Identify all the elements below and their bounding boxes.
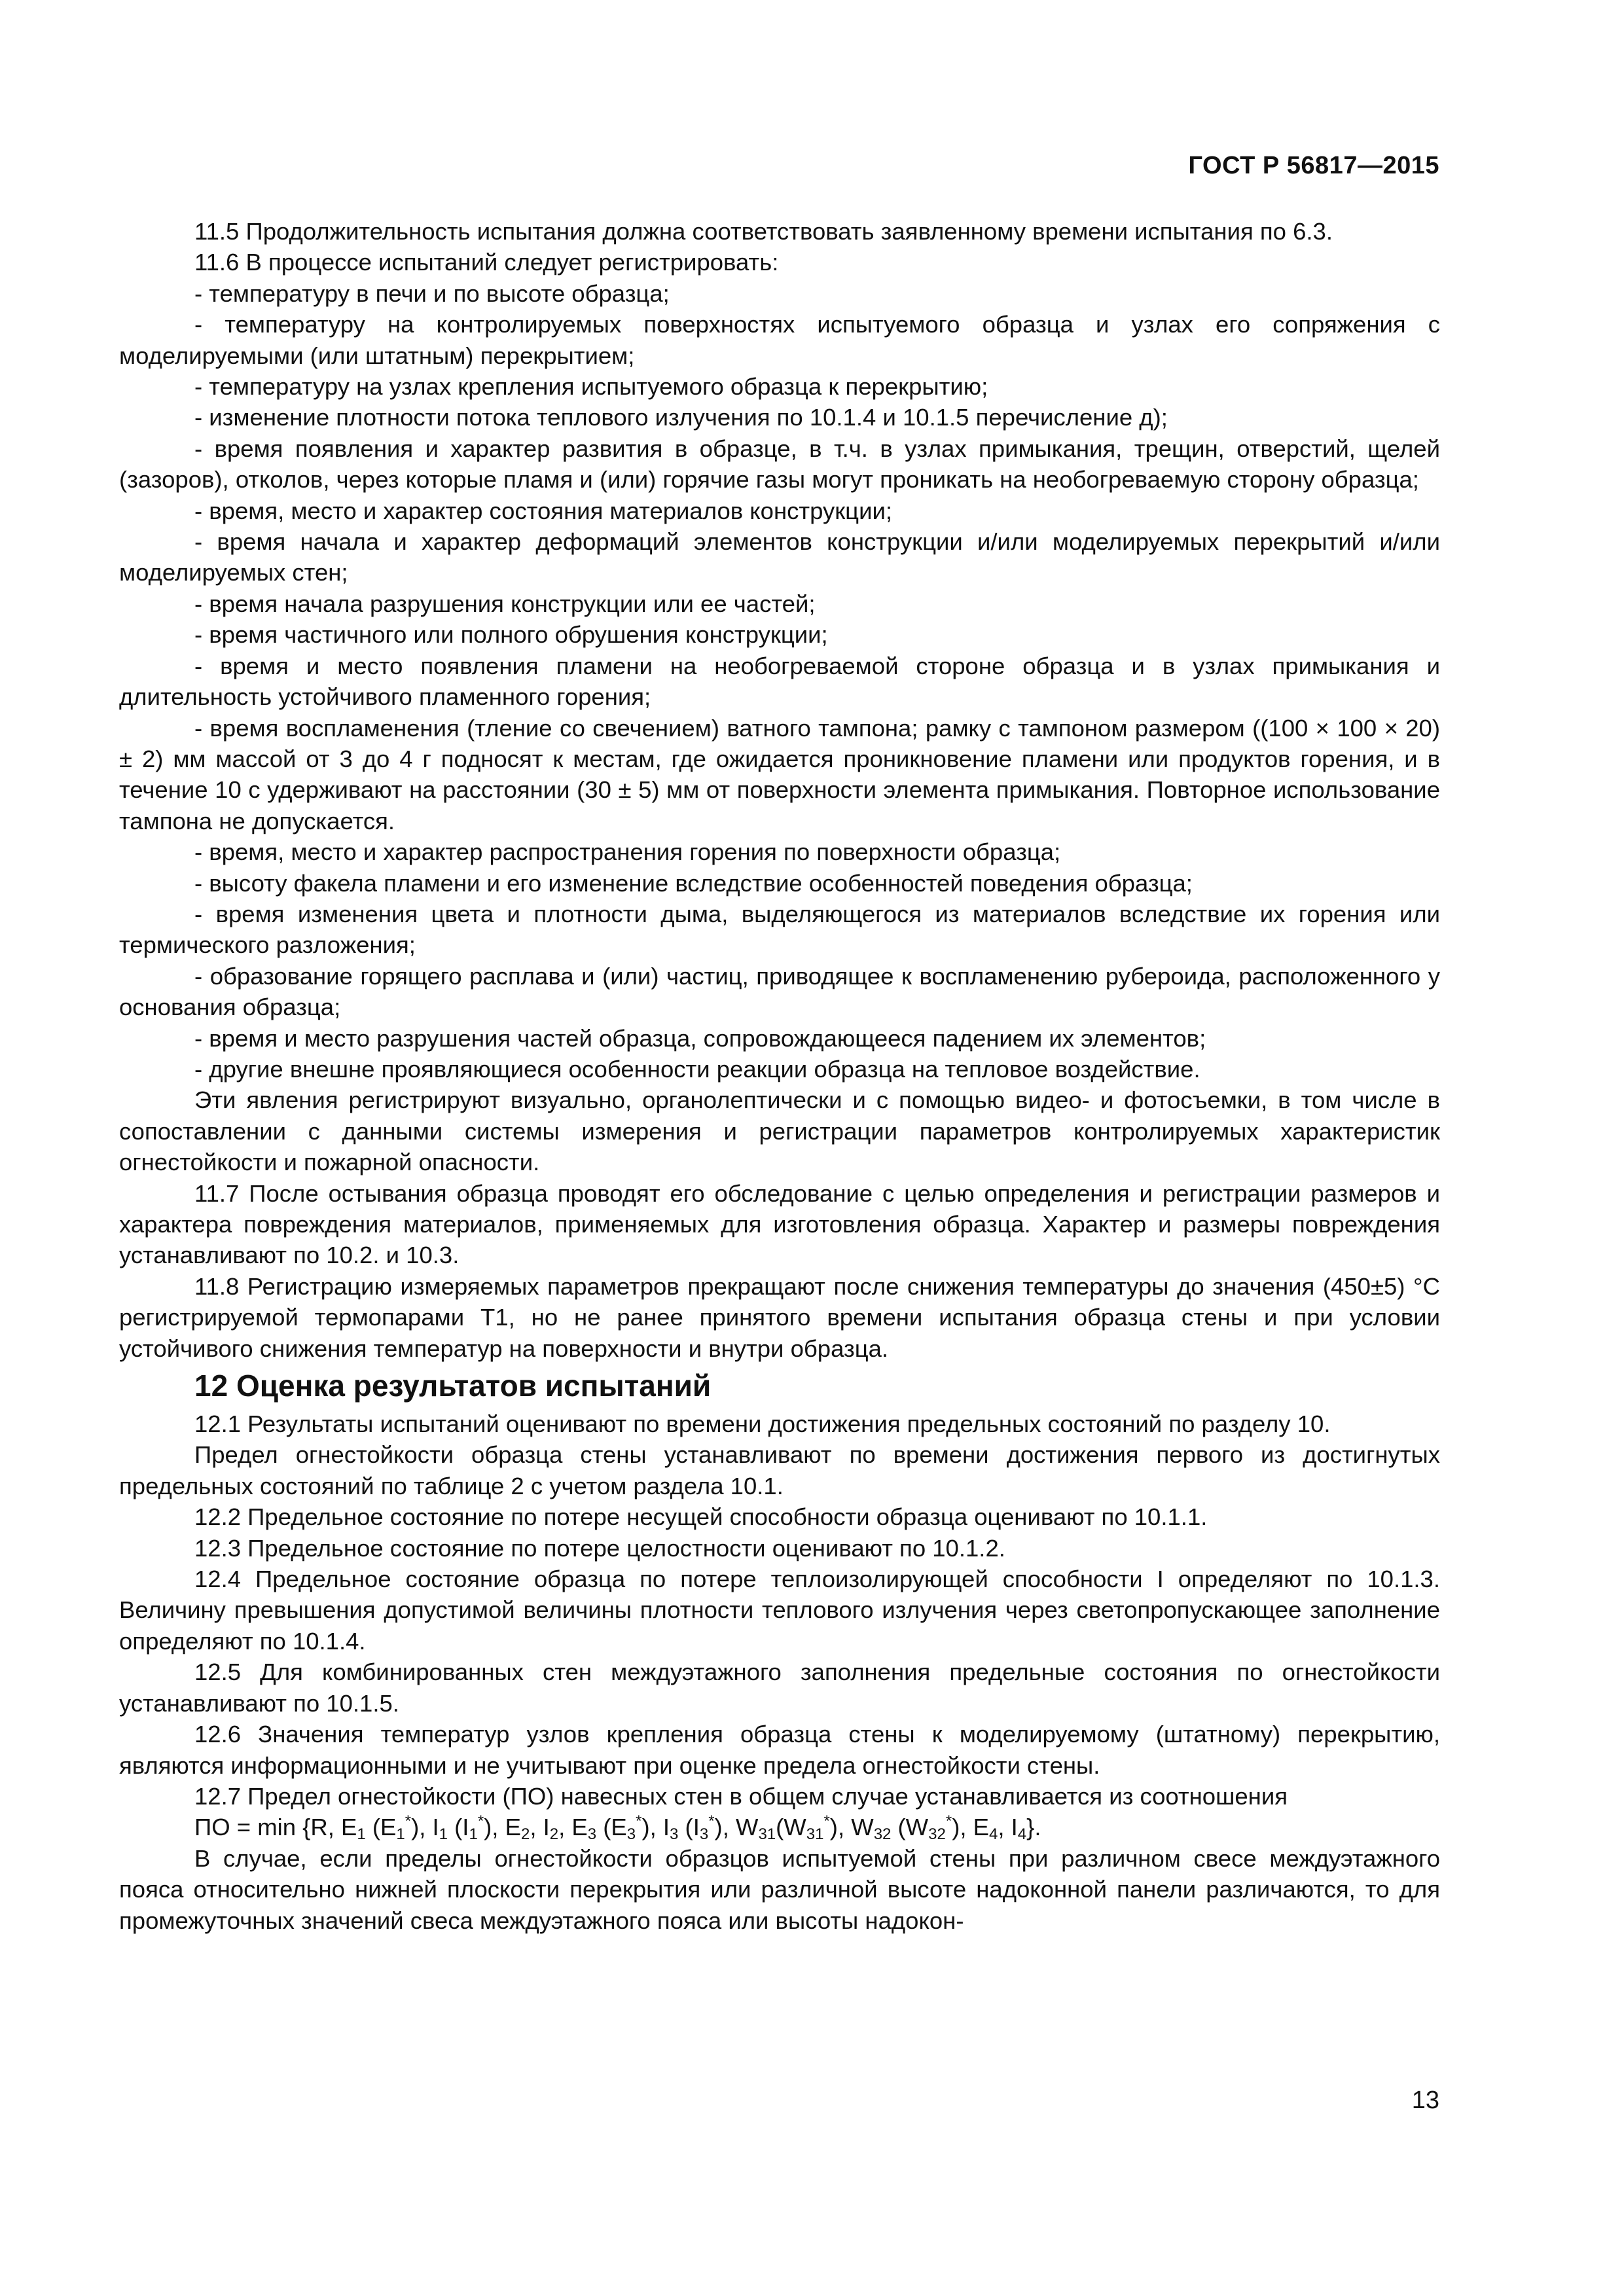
list-item: - время, место и характер состояния материалов конструкции; [194, 497, 893, 524]
paragraph-11-5: 11.5 Продолжительность испытания должна соответствовать заявленному времени испытания по 6.3. [194, 218, 1333, 245]
page-number: 13 [1411, 2087, 1439, 2114]
list-item: - время, место и характер распространения горения по поверхности образца; [194, 838, 1061, 866]
list-item: - температуру на узлах крепления испытуемого образца к перекрытию; [194, 373, 988, 401]
document-header-standard-id: ГОСТ Р 56817—2015 [1188, 152, 1439, 179]
list-item: - образование горящего расплава и (или) частиц, приводящее к воспламенению рубероида, расположенного у основания образца; [119, 962, 1440, 1021]
paragraph-12-7: 12.7 Предел огнестойкости (ПО) навесных стен в общем случае устанавливается из соотношения [194, 1782, 1288, 1810]
list-item: - время и место появления пламени на необогреваемой стороне образца и в узлах примыкания и длительность устойчивого пламенного горения; [119, 652, 1440, 711]
list-item: - время начала и характер деформаций элементов конструкции и/или моделируемых перекрытий и/или моделируемых стен; [119, 528, 1440, 586]
list-item: - время начала разрушения конструкции или ее частей; [194, 590, 816, 617]
paragraph-11-8: 11.8 Регистрацию измеряемых параметров прекращают после снижения температуры до значения (450±5) °С регистрируемой термопарами Т1, но не ранее принятого времени испытания образца стены и при условии устойчивого снижения температур на поверхности и внутри образца. [119, 1272, 1440, 1362]
list-item: - время частичного или полного обрушения конструкции; [194, 621, 828, 649]
paragraph-12-2: 12.2 Предельное состояние по потере несущей способности образца оценивают по 10.1.1. [194, 1503, 1208, 1531]
paragraph-case: В случае, если пределы огнестойкости образцов испытуемой стены при различном свесе междуэтажного пояса относительно нижней плоскости перекрытия или различной высоте надоконной панели различаются, то для промежуточных значений свеса междуэтажного пояса или высоты надокон- [119, 1844, 1440, 1934]
paragraph-12-3: 12.3 Предельное состояние по потере целостности оценивают по 10.1.2. [194, 1534, 1005, 1562]
formula-fire-resistance: ПО = min {R, $E_1$ $(E_1^*)$, $I_1$ $(I_1^*)$, $E_2$, $I_2$, $E_3$ $(E_3^*)$, $I_3$ $(I_3^*)$, $W_{31}(W_{31}^*)$, $W_{32}$ $(W_{32}^*)$, $E_4$, $I_4$}. [194, 1812, 1041, 1844]
section-heading-12: 12 Оценка результатов испытаний [194, 1369, 712, 1403]
list-item: - время воспламенения (тление со свечением) ватного тампона; рамку с тампоном размером ((100 × 100 × 20) ± 2) мм массой от 3 до 4 г подносят к местам, где ожидается проникновение пламени или продуктов горения, и в течение 10 с удерживают на расстоянии (30 ± 5) мм от поверхности элемента примыкания. Повторное использование тампона не допускается. [119, 714, 1440, 834]
paragraph-12-6: 12.6 Значения температур узлов крепления образца стены к моделируемому (штатному) перекрытию, являются информационными и не учитывают при оценке предела огнестойкости стены. [119, 1721, 1440, 1779]
document-body [119, 216, 1440, 1936]
list-item: - время и место разрушения частей образца, сопровождающееся падением их элементов; [194, 1024, 1206, 1052]
list-item: - температуру на контролируемых поверхностях испытуемого образца и узлах его сопряжения с моделируемыми (или штатным) перекрытием; [119, 311, 1440, 369]
list-item: - высоту факела пламени и его изменение вследствие особенностей поведения образца; [194, 869, 1193, 897]
paragraph-11-7: 11.7 После остывания образца проводят его обследование с целью определения и регистрации размеров и характера повреждения материалов, применяемых для изготовления образца. Характер и размеры повреждения устанавливают по 10.2. и 10.3. [119, 1179, 1440, 1269]
list-item: - другие внешне проявляющиеся особенности реакции образца на тепловое воздействие. [194, 1055, 1200, 1083]
paragraph-12-1: 12.1 Результаты испытаний оценивают по времени достижения предельных состояний по разделу 10. [194, 1410, 1331, 1438]
list-item: - температуру в печи и по высоте образца; [194, 279, 670, 307]
list-item: - изменение плотности потока теплового излучения по 10.1.4 и 10.1.5 перечисление д); [194, 404, 1168, 431]
paragraph-12-5: 12.5 Для комбинированных стен междуэтажного заполнения предельные состояния по огнестойкости устанавливают по 10.1.5. [119, 1659, 1440, 1717]
list-item: - время появления и характер развития в образце, в т.ч. в узлах примыкания, трещин, отверстий, щелей (зазоров), отколов, через которые пламя и (или) горячие газы могут проникать на необогреваемую сторону образца; [119, 435, 1440, 493]
paragraph-limit: Предел огнестойкости образца стены устанавливают по времени достижения первого из достигнутых предельных состояний по таблице 2 с учетом раздела 10.1. [119, 1441, 1440, 1499]
paragraph-12-4: 12.4 Предельное состояние образца по потере теплоизолирующей способности I определяют по 10.1.3. Величину превышения допустимой величины плотности теплового излучения через светопропускающее заполнение определяют по 10.1.4. [119, 1566, 1440, 1655]
paragraph-11-6: 11.6 В процессе испытаний следует регистрировать: [194, 249, 779, 276]
paragraph-phenomena: Эти явления регистрируют визуально, органолептически и с помощью видео- и фотосъемки, в том числе в сопоставлении с данными системы измерения и регистрации параметров контролируемых характеристик огнестойкости и пожарной опасности. [119, 1086, 1440, 1176]
list-item: - время изменения цвета и плотности дыма, выделяющегося из материалов вследствие их горения или термического разложения; [119, 900, 1440, 959]
